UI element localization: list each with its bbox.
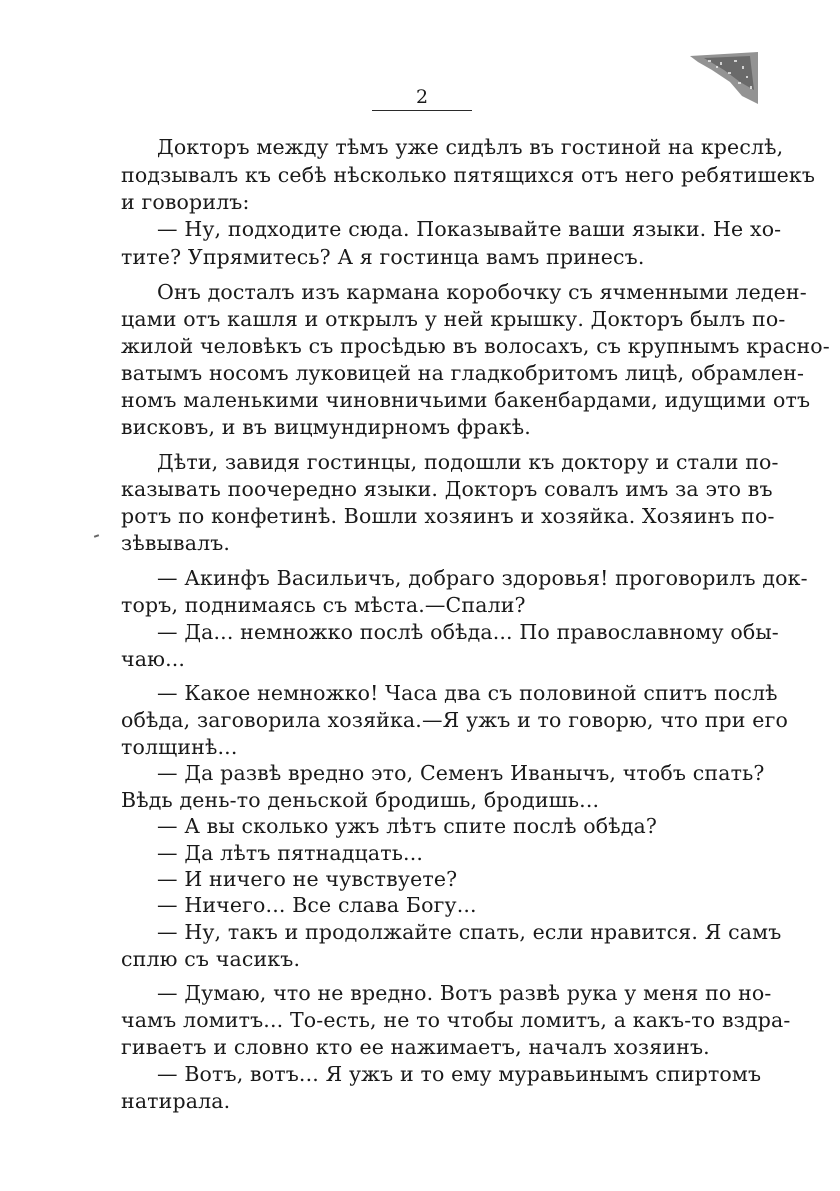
text-line: гиваетъ и словно кто ее нажимаетъ, началъ хозяинъ. [121, 1035, 710, 1059]
text-line: — Ну, подходите сюда. Показывайте ваши языки. Не хо- [157, 217, 782, 241]
text-line: цами отъ кашля и открылъ у ней крышку. Докторъ былъ по- [121, 307, 786, 331]
text-line: — Ничего... Все слава Богу... [157, 893, 477, 917]
corner-ornament-icon [690, 52, 758, 104]
text-line: номъ маленькими чиновничьими бакенбардами, идущими отъ [121, 388, 811, 412]
text-line: — Думаю, что не вредно. Вотъ развѣ рука у меня по но- [157, 981, 772, 1005]
text-line: обѣда, заговорила хозяйка.—Я ужъ и то говорю, что при его [121, 708, 788, 732]
text-line: — Акинфъ Васильичъ, добраго здоровья! проговорилъ док- [157, 566, 808, 590]
text-line: Докторъ между тѣмъ уже сидѣлъ въ гостиной на креслѣ, [157, 135, 784, 159]
margin-mark [94, 534, 99, 538]
text-line: — Да... немножко послѣ обѣда... По православному обы- [157, 620, 779, 644]
text-line: торъ, поднимаясь съ мѣста.—Спали? [121, 593, 526, 617]
text-line: — Какое немножко! Часа два съ половиной спитъ послѣ [157, 681, 778, 705]
text-line: подзывалъ къ себѣ нѣсколько пятящихся отъ него ребятишекъ [121, 163, 816, 187]
text-line: зѣвывалъ. [121, 531, 231, 555]
text-line: сплю съ часикъ. [121, 947, 301, 971]
text-line: чамъ ломитъ... То-есть, не то чтобы ломитъ, а какъ-то вздра- [121, 1008, 791, 1032]
header-rule [372, 110, 472, 111]
text-line: ватымъ носомъ луковицей на гладкобритомъ лицѣ, обрамлен- [121, 361, 805, 385]
page-number: 2 [415, 86, 429, 108]
text-line: висковъ, и въ вицмундирномъ фракѣ. [121, 415, 531, 439]
text-line: толщинѣ... [121, 735, 238, 759]
text-line: жилой человѣкъ съ просѣдью въ волосахъ, съ крупнымъ красно- [121, 334, 830, 358]
text-line: чаю... [121, 647, 186, 671]
text-line: — А вы сколько ужъ лѣтъ спите послѣ обѣда? [157, 814, 658, 838]
text-line: Дѣти, завидя гостинцы, подошли къ доктору и стали по- [157, 450, 779, 474]
text-line: — Да развѣ вредно это, Семенъ Иванычъ, чтобъ спать? [157, 761, 765, 785]
text-line: ротъ по конфетинѣ. Вошли хозяинъ и хозяйка. Хозяинъ по- [121, 504, 775, 528]
text-line: — Да лѣтъ пятнадцать... [157, 841, 424, 865]
text-line: и говорилъ: [121, 190, 250, 214]
text-line: — Вотъ, вотъ... Я ужъ и то ему муравьинымъ спиртомъ [157, 1062, 762, 1086]
text-line: Вѣдь день-то деньской бродишь, бродишь... [121, 788, 600, 812]
text-line: тите? Упрямитесь? А я гостинца вамъ принесъ. [121, 245, 645, 269]
text-line: — И ничего не чувствуете? [157, 867, 458, 891]
text-line: казывать поочередно языки. Докторъ совалъ имъ за это въ [121, 477, 773, 501]
text-line: — Ну, такъ и продолжайте спать, если нравится. Я самъ [157, 920, 782, 944]
text-line: Онъ досталъ изъ кармана коробочку съ ячменными леден- [157, 280, 807, 304]
text-line: натирала. [121, 1089, 231, 1113]
